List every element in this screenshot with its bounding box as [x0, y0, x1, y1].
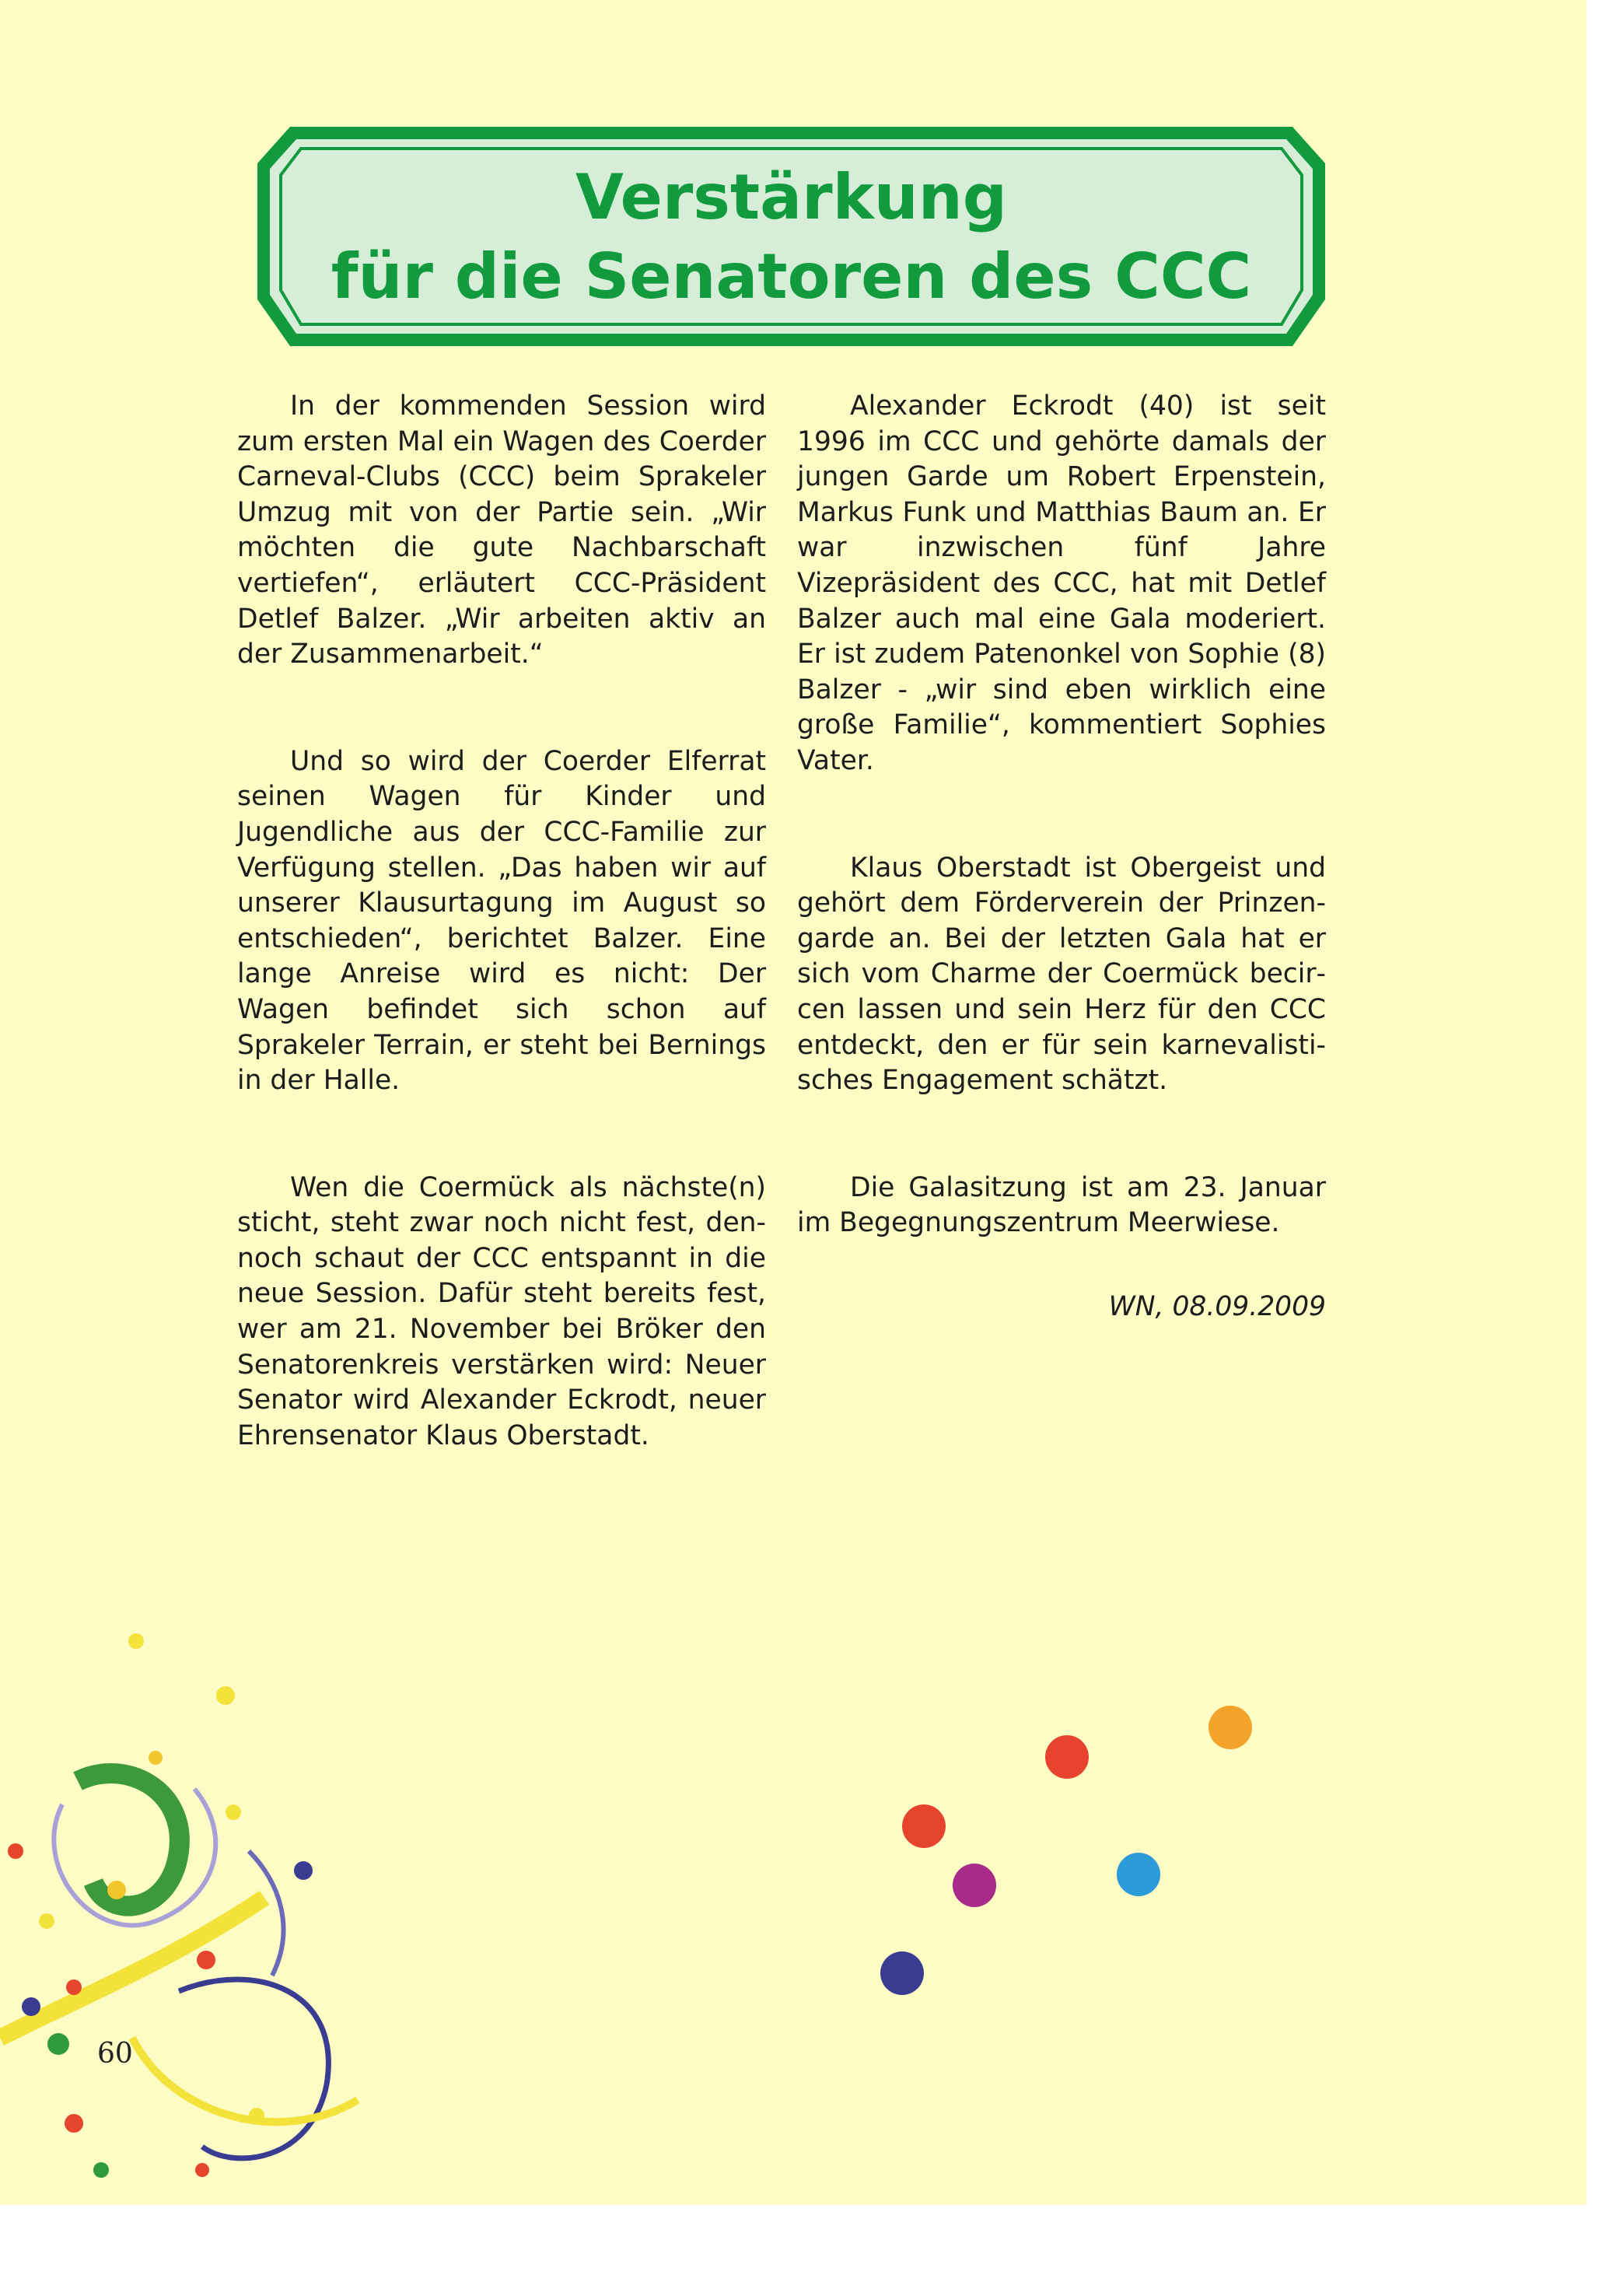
title-line-1: Verstärkung	[575, 161, 1007, 233]
streamer-decoration	[0, 1633, 358, 2178]
confetti-dot	[1209, 1706, 1252, 1749]
paragraph: In der kommenden Session wird zum ersten Mal ein Wagen des Coerder Carneval-Clubs (CCC) beim Sprakeler Umzug mit von der Partie sein. „Wir möchten die gute Nachbarschaft vertiefen“, erläutert CCC-Präsident Detlef Balzer. „Wir arbeiten aktiv an der Zusammenarbeit.“	[237, 390, 766, 670]
paragraph: Und so wird der Coerder Elferrat seinen Wagen für Kinder und Jugendliche aus der CCC-Familie zur Verfügung stellen. „Das haben wir auf unserer Klausurtagung im August so entschieden“, berichtet Balzer. Eine lange Anreise wird es nicht: Der Wagen befindet sich schon auf Sprakeler Terrain, er steht bei Bernings in der Halle.	[237, 745, 766, 1097]
title-line-2: für die Senatoren des CCC	[331, 240, 1252, 313]
paragraph: Klaus Oberstadt ist Obergeist und gehört dem Förderverein der Prinzengarde an. Bei der letzten Gala hat er sich vom Charme der Coermück becircen lassen und sein Herz für den CCC entdeckt, den er für sein karnevalistisches Engagement schätzt.	[797, 852, 1326, 1097]
source-citation: WN, 08.09.2009	[1108, 1290, 1326, 1322]
confetti-dot	[880, 1951, 924, 1995]
paragraph: Die Galasitzung ist am 23. Januar im Begegnungszentrum Meerwiese.	[797, 1171, 1326, 1239]
paragraph: Alexander Eckrodt (40) ist seit 1996 im CCC und gehörte damals der jungen Garde um Robert Erpenstein, Markus Funk und Matthias Baum an. Er war inzwischen fünf Jahre Vizepräsident des CCC, hat mit Detlef Balzer auch mal eine Gala moderiert. Er ist zudem Patenonkel von Sophie (8) Balzer - „wir sind eben wirklich eine große Familie“, kommentiert Sophies Vater.	[797, 390, 1326, 776]
confetti-dot	[953, 1864, 996, 1907]
confetti-dot	[1045, 1735, 1089, 1779]
page-number: 60	[97, 2038, 133, 2070]
confetti-dot	[902, 1804, 946, 1848]
confetti-dot	[1117, 1853, 1160, 1896]
paragraph: Wen die Coermück als nächste(n) sticht, steht zwar noch nicht fest, dennoch schaut der CCC entspannt in die neue Session. Dafür steht bereits fest, wer am 21. November bei Bröker den Senatorenkreis verstärken wird: Neuer Senator wird Alexander Eckrodt, neuer Ehrensenator Klaus Oberstadt.	[237, 1171, 766, 1451]
confetti-dots	[880, 1706, 1252, 1995]
